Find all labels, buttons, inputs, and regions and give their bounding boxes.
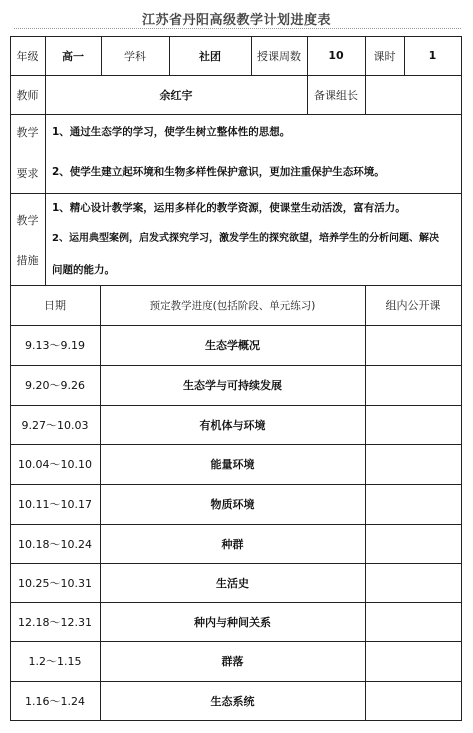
measures-label-bottom: 措施 <box>16 254 39 267</box>
row-date: 12.18～12.31 <box>18 615 92 629</box>
row-open-class <box>365 641 461 681</box>
measure-item-2-line-2: 问题的能力。 <box>52 264 115 276</box>
grade-value: 高一 <box>62 49 84 63</box>
column-header-date: 日期 <box>44 299 66 312</box>
requirement-item-2: 2、使学生建立起环境和生物多样性保护意识，更加注重保护生态环境。 <box>52 166 385 178</box>
requirements-label-bottom: 要求 <box>16 167 39 180</box>
page-title: 江苏省丹阳高级教学计划进度表 <box>141 13 331 28</box>
title-divider <box>14 28 461 29</box>
measures-label-top: 教学 <box>16 214 39 227</box>
weeks-label: 授课周数 <box>257 49 301 63</box>
row-date: 10.11～10.17 <box>18 498 92 511</box>
requirements-label-top: 教学 <box>16 126 39 139</box>
table-border-bottom <box>10 720 462 721</box>
row-date: 9.13～9.19 <box>25 339 85 352</box>
row-divider <box>10 114 462 115</box>
hours-label: 课时 <box>373 49 396 63</box>
row-plan: 生态学与可持续发展 <box>183 379 282 392</box>
teacher-value: 余红宇 <box>159 88 193 102</box>
row-date: 9.27～10.03 <box>21 418 89 432</box>
row-open-class <box>365 602 461 641</box>
row-plan: 生态学概况 <box>205 339 260 352</box>
column-header-plan: 预定教学进度(包括阶段、单元练习) <box>149 299 316 312</box>
row-date: 9.20～9.26 <box>25 379 85 392</box>
row-open-class <box>365 325 461 365</box>
row-date: 10.18～10.24 <box>18 537 92 551</box>
table-border-right <box>461 36 462 720</box>
requirement-item-1: 1、通过生态学的学习，使学生树立整体性的思想。 <box>52 126 291 138</box>
row-plan: 能量环境 <box>210 458 255 471</box>
row-plan: 种群 <box>221 537 244 551</box>
row-plan: 生活史 <box>216 576 249 590</box>
row-date: 10.25～10.31 <box>18 576 92 590</box>
subject-value: 社团 <box>199 49 221 63</box>
weeks-value: 10 <box>328 49 344 62</box>
row-open-class <box>365 681 461 720</box>
row-plan: 物质环境 <box>210 498 255 511</box>
measure-item-1: 1、精心设计教学案，运用多样化的教学资源，使课堂生动活泼，富有活力。 <box>52 202 406 214</box>
measure-item-2-line-1: 2、运用典型案例，启发式探究学习，激发学生的探究欲望，培养学生的分析问题、解决 <box>52 233 439 244</box>
teacher-label: 教师 <box>16 88 39 102</box>
row-open-class <box>365 563 461 602</box>
row-divider <box>10 193 462 194</box>
leader-label: 备课组长 <box>314 88 358 102</box>
row-open-class <box>365 444 461 484</box>
col-divider <box>45 114 46 285</box>
row-plan: 生态系统 <box>210 694 255 708</box>
row-open-class <box>365 484 461 524</box>
column-header-open-class: 组内公开课 <box>385 299 441 312</box>
row-open-class <box>365 365 461 405</box>
row-date: 1.16～1.24 <box>25 694 85 708</box>
grade-label: 年级 <box>16 49 39 63</box>
row-open-class <box>365 524 461 563</box>
row-plan: 群落 <box>221 655 244 668</box>
subject-label: 学科 <box>124 49 146 63</box>
row-plan: 有机体与环境 <box>199 418 266 432</box>
row-date: 1.2～1.15 <box>28 655 82 668</box>
row-date: 10.04～10.10 <box>18 458 92 471</box>
row-open-class <box>365 405 461 444</box>
row-plan: 种内与种间关系 <box>194 615 271 629</box>
leader-value <box>365 75 461 114</box>
hours-value: 1 <box>428 49 437 62</box>
